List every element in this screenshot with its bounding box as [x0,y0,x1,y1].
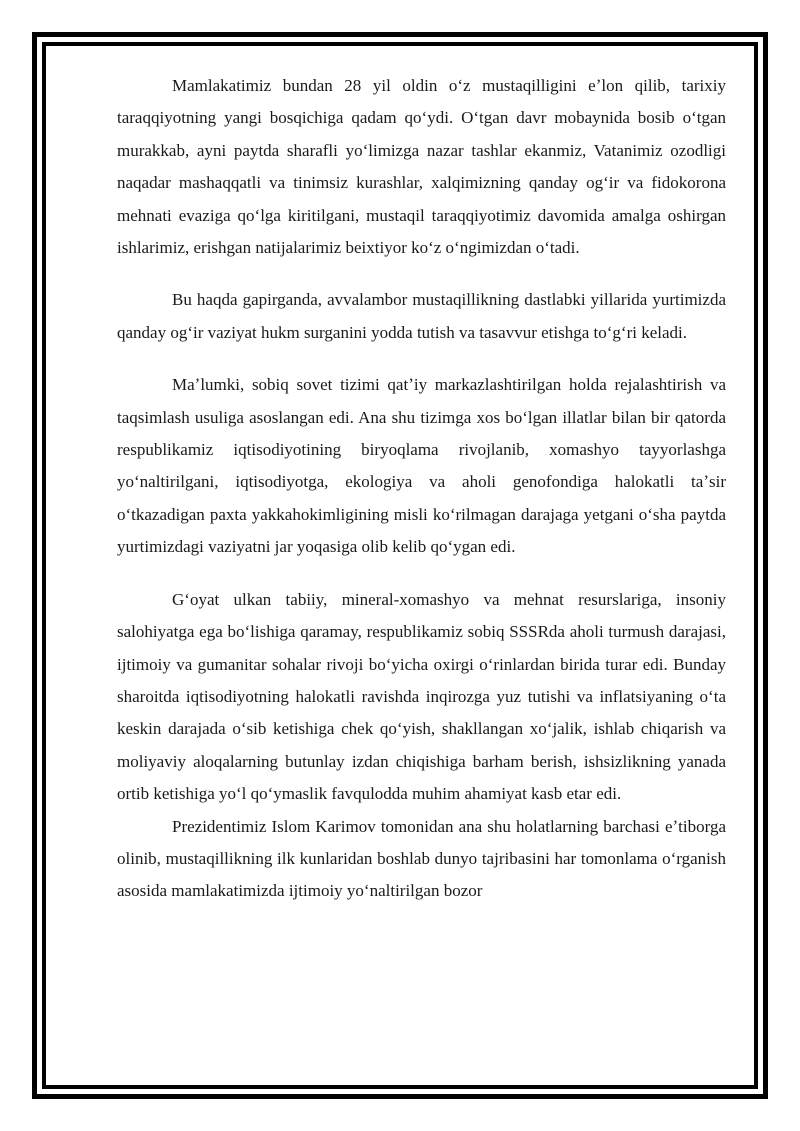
paragraph-5: Prezidentimiz Islom Karimov tomonidan ana shu holatlarning barchasi eʼtiborga olinib, mustaqillikning ilk kunlaridan boshlab dunyo tajribasini har tomonlama oʻrganish asosida mamlakatimizda ijtimoiy yoʻnaltirilgan bozor [117,816,726,901]
paragraph-4: Gʻoyat ulkan tabiiy, mineral-xomashyo va mehnat resurslariga, insoniy salohiyatga ega boʻlishiga qaramay, respublikamiz sobiq SSSRda aholi turmush darajasi, ijtimoiy va gumanitar sohalar rivoji boʻyicha oxirgi oʻrinlardan birida turar edi. Bunday sharoitda iqtisodiyotning halokatli ravishda inqirozga yuz tutishi va inflatsiyaning oʻta keskin darajada oʻsib ketishiga chek qoʻyish, shakllangan xoʻjalik, ishlab chiqarish va moliyaviy aloqalarning butunlay izdan chiqishiga barham berish, ishsizlikning yanada ortib ketishiga yoʻl qoʻymaslik favqulodda muhim ahamiyat kasb etar edi. [117,589,726,804]
paragraph-1: Mamlakatimiz bundan 28 yil oldin oʻz mustaqilligini eʼlon qilib, tarixiy taraqqiyotning yangi bosqichiga qadam qoʻydi. Oʻtgan davr mobaynida bosib oʻtgan murakkab, ayni paytda sharafli yoʻlimizga nazar tashlar ekanmiz, Vatanimiz ozodligi naqadar mashaqqatli va tinimsiz kurashlar, xalqimizning qanday ogʻir va fidokorona mehnati evaziga qoʻlga kiritilgani, mustaqil taraqqiyotimiz davomida amalga oshirgan ishlarimiz, erishgan natijalarimiz beixtiyor koʻz oʻngimizdan oʻtadi. [117,76,726,258]
document-body [117,70,726,908]
paragraph-3: Maʼlumki, sobiq sovet tizimi qatʼiy markazlashtirilgan holda rejalashtirish va taqsimlash usuliga asoslangan edi. Ana shu tizimga xos boʻlgan illatlar bilan bir qatorda respublikamiz iqtisodiyotining biryoqlama rivojlanib, xomashyo tayyorlashga yoʻnaltirilgani, iqtisodiyotga, ekologiya va aholi genofondiga halokatli taʼsir oʻtkazadigan paxta yakkahokimligining misli koʻrilmagan darajaga yetgani oʻsha paytda yurtimizdagi vaziyatni jar yoqasiga olib kelib qoʻygan edi. [117,375,726,557]
paragraph-2: Bu haqda gapirganda, avvalambor mustaqillikning dastlabki yillarida yurtimizda qanday ogʻir vaziyat hukm surganini yodda tutish va tasavvur etishga toʻgʻri keladi. [117,290,726,342]
